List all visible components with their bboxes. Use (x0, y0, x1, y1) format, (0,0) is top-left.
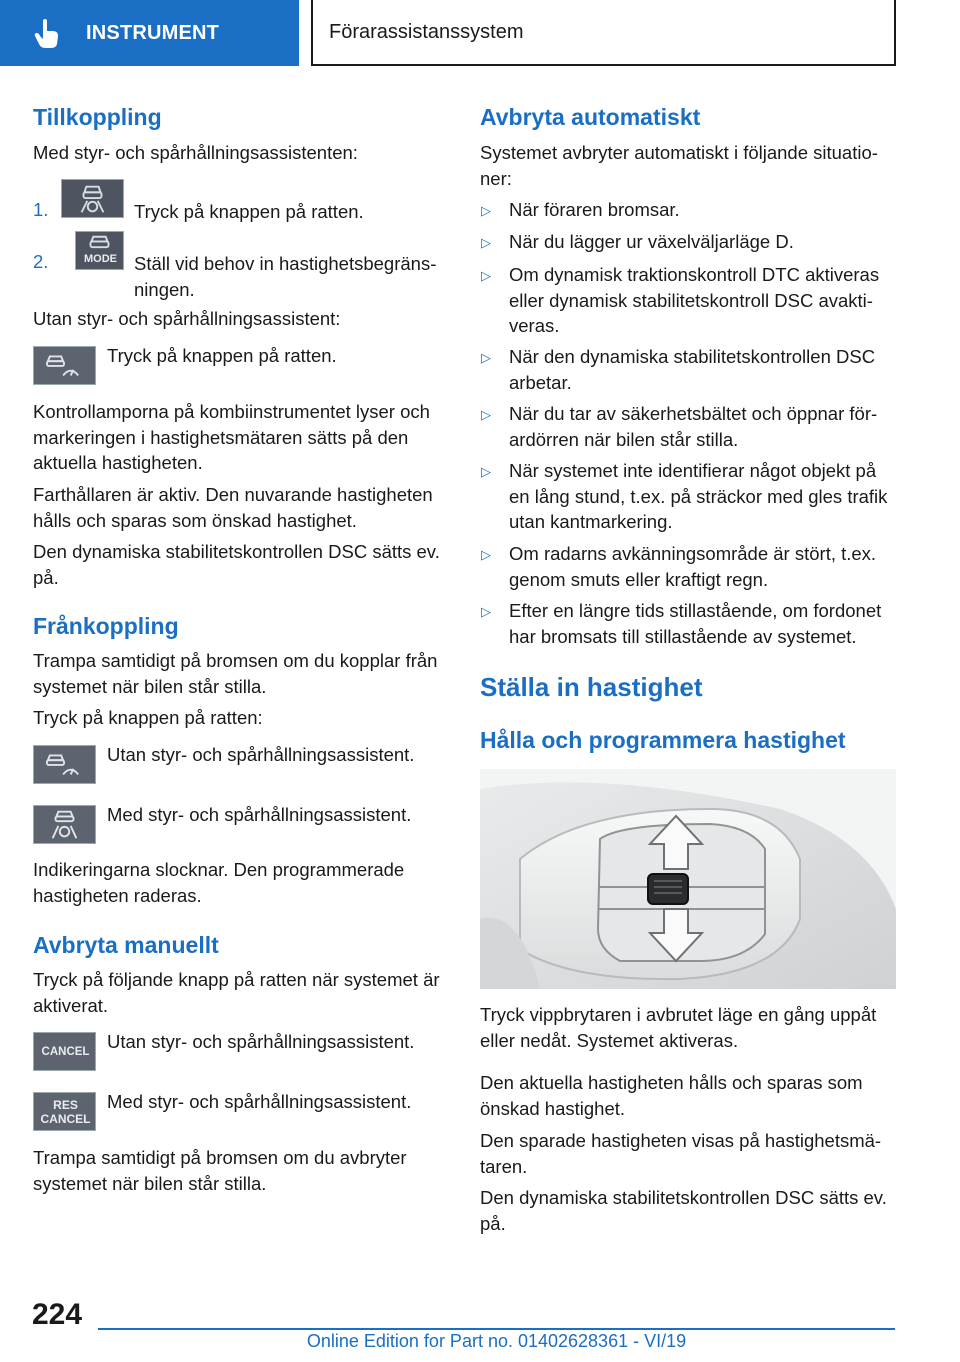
step2-text-content: Ställ vid behov in hastighetsbegräns-ningen. (134, 253, 437, 300)
bullet-icon: ▷ (481, 407, 491, 422)
lane-assist-button-image (61, 179, 124, 218)
list-item: Om radarns avkänningsområde är stört, t.ex. genom smuts eller kraftigt regn. (509, 543, 877, 590)
hand-icon (34, 18, 60, 48)
bullet-icon: ▷ (481, 464, 491, 479)
lane-assist-button-image (33, 805, 96, 844)
chapter-title-text: Förarassistanssystem (329, 20, 524, 43)
bullet-icon: ▷ (481, 203, 491, 218)
paragraph-trampa: Trampa samtidigt på bromsen om du kopplar från systemet när bilen står stilla. (33, 650, 438, 697)
paragraph-tillkoppling: Med styr- och spårhållningsassistenten: (33, 142, 358, 163)
section-tab-label: INSTRUMENT (86, 21, 220, 44)
list-item: När den dynamiska stabilitetskontrollen DSC arbetar. (509, 346, 876, 393)
utan-button-text: Tryck på knappen på ratten. (107, 345, 337, 366)
paragraph-trampa2: Trampa samtidigt på bromsen om du avbryter systemet när bilen står stilla. (33, 1147, 407, 1194)
paragraph-vipp: Tryck vippbrytaren i avbrutet läge en gång uppåt eller nedåt. Systemet aktiveras. (480, 1004, 877, 1051)
cancel-button-label: CANCEL (40, 1112, 91, 1126)
paragraph-auto: Systemet avbryter automatiskt i följande situatio-ner: (480, 142, 878, 189)
cancel-button-label: CANCEL (41, 1046, 90, 1058)
paragraph-dsc2: Den dynamiska stabilitetskontrollen DSC sätts ev. på. (480, 1187, 887, 1234)
footer-edition: Online Edition for Part no. 01402628361 - VI/19 (306, 1331, 687, 1351)
paragraph-indikering: Indikeringarna slocknar. Den programmerade hastigheten raderas. (33, 859, 405, 906)
paragraph-aktuella: Den aktuella hastigheten hålls och sparas som önskad hastighet. (480, 1072, 863, 1119)
bullet-icon: ▷ (481, 547, 491, 562)
step1-text: Tryck på knappen på ratten. (134, 201, 364, 222)
step2-text (134, 251, 447, 302)
page-number: 224 (32, 1298, 83, 1331)
bullet-icon: ▷ (481, 350, 491, 365)
off2-text: Med styr- och spårhållningsassistent. (107, 804, 412, 825)
footer-divider (98, 1328, 895, 1330)
cruise-button-image (33, 346, 96, 385)
list-item: När du tar av säkerhetsbältet och öppnar för-ardörren när bilen står stilla. (509, 403, 878, 450)
paragraph-sparade: Den sparade hastigheten visas på hastighetsmä-taren. (480, 1130, 882, 1177)
res-text: Med styr- och spårhållningsassistent. (107, 1091, 412, 1112)
paragraph-farthallaren: Farthållaren är aktiv. Den nuvarande hastigheten hålls och sparas som önskad hastighet. (33, 484, 433, 531)
cruise-button-image (33, 745, 96, 784)
cancel-text: Utan styr- och spårhållningsassistent. (107, 1031, 415, 1052)
section-tab[interactable] (0, 0, 299, 66)
heading-automatiskt: Avbryta automatiskt (480, 104, 701, 130)
paragraph-dsc: Den dynamiska stabilitetskontrollen DSC sätts ev. på. (33, 541, 440, 588)
list-item: När du lägger ur växelväljarläge D. (509, 231, 794, 252)
res-button-label: RES (53, 1098, 78, 1112)
step-number: 2. (33, 251, 49, 272)
heading-tillkoppling: Tillkoppling (33, 104, 162, 130)
steering-wheel-photo (480, 769, 896, 989)
list-item: När föraren bromsar. (509, 199, 680, 220)
cruise-control-icon (34, 347, 95, 384)
heading-stalla: Ställa in hastighet (480, 672, 703, 702)
list-item: Om dynamisk traktionskontroll DTC aktiveras eller dynamisk stabilitetskontroll DSC avakti-veras. (509, 264, 880, 336)
steering-wheel-illustration (480, 769, 896, 989)
paragraph-tryck: Tryck på knappen på ratten: (33, 707, 263, 728)
heading-manuellt: Avbryta manuellt (33, 932, 219, 958)
mode-button-label: MODE (84, 253, 117, 265)
cancel-button-image (33, 1032, 96, 1071)
list-item: Efter en längre tids stillastående, om fordonet har bromsats till stillastående av systemet. (509, 600, 882, 647)
step-number: 1. (33, 199, 49, 220)
res-cancel-button-image (33, 1092, 96, 1131)
mode-button-image (75, 231, 124, 270)
lane-assist-icon (62, 180, 123, 217)
paragraph-foljande: Tryck på följande knapp på ratten när systemet är aktiverat. (33, 969, 440, 1016)
bullet-icon: ▷ (481, 235, 491, 250)
paragraph-kontroll: Kontrollamporna på kombiinstrumentet lyser och markeringen i hastighetsmätaren sätts på den aktuella hastigheten. (33, 401, 430, 473)
off1-text: Utan styr- och spårhållningsassistent. (107, 744, 415, 765)
heading-frankoppling: Frånkoppling (33, 613, 179, 639)
paragraph-utan: Utan styr- och spårhållningsassistent: (33, 308, 341, 329)
list-item: När systemet inte identifierar något objekt på en lång stund, t.ex. på sträckor med gles trafik utan kantmarkering. (509, 460, 888, 532)
heading-halla: Hålla och programmera hastighet (480, 727, 846, 753)
lane-assist-icon (34, 806, 95, 843)
chapter-title (311, 0, 896, 66)
bullet-icon: ▷ (481, 604, 491, 619)
bullet-icon: ▷ (481, 268, 491, 283)
cruise-control-icon (34, 746, 95, 783)
